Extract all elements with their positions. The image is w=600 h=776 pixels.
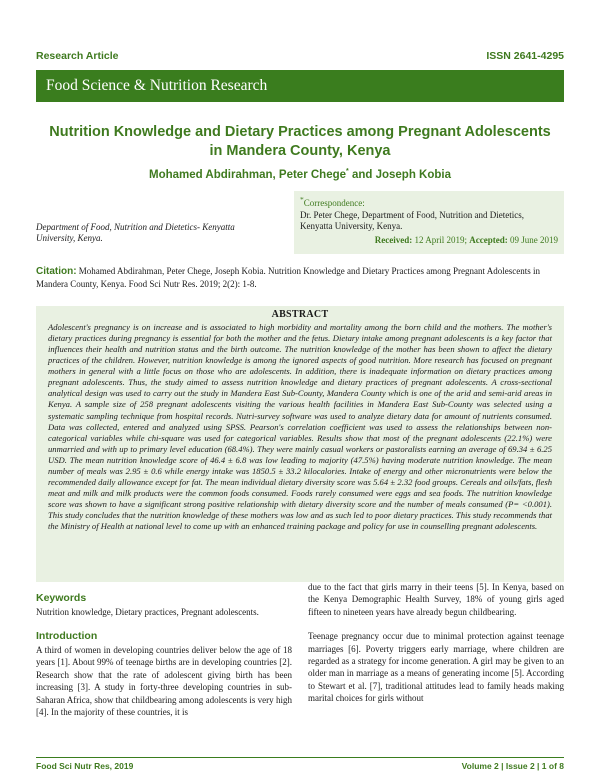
issn-label: ISSN 2641-4295 <box>486 50 564 62</box>
paper-title <box>36 123 564 161</box>
introduction-right-para-2: Teenage pregnancy occur due to minimal protection against teenage marriages [6]. Poverty triggers early marriage, where children are regarded as a strategy for income generation. A girl may be given to an older man in marriage as a means of generating income [5]. According to Stewart et al. [7], traditional attitudes lead to family heads making marital choices for girls without <box>308 631 564 704</box>
page-footer <box>36 761 564 771</box>
keywords-heading: Keywords <box>36 592 87 604</box>
introduction-right-column <box>308 581 564 705</box>
citation-text: Mohamed Abdirahman, Peter Chege, Joseph Kobia. Nutrition Knowledge and Dietary Practices among Pregnant Adolescents in Mandera County, Kenya. Food Sci Nutr Res. 2019; 2(2): 1-8. <box>36 266 540 289</box>
keywords-text: Nutrition knowledge, Dietary practices, Pregnant adolescents. <box>36 607 259 617</box>
correspondence-heading: *Correspondence: <box>300 195 365 208</box>
correspondence-line-1: Dr. Peter Chege, Department of Food, Nutrition and Dietetics, <box>300 209 524 220</box>
author-names-a: Mohamed Abdirahman, Peter Chege <box>148 168 347 181</box>
author-names-b: and Joseph Kobia <box>348 168 451 181</box>
received-label: Received: <box>374 234 413 245</box>
accepted-date: 09 June 2019 <box>510 234 558 245</box>
abstract-text: Adolescent's pregnancy is on increase and is associated to high morbidity and mortality among the born child and the mothers. The mother's dietary practices during pregnancy is essential for both the mother and the fetus. Dietary intake among pregnant adolescents is a key factor that influences their health and nutrition status and the birth outcome. The nutrition knowledge of the mother has been shown to affect the dietary practices of the children. However, nutrition knowledge is among the ignored aspects of good nutrition. More research has focused on pregnant mothers in general with a little focus on those who are adolescents. In addition, there is inadequate information on dietary practices among pregnant adolescents. Thus, the study aimed to assess nutrition knowledge and dietary practices of pregnant adolescents. A cross-sectional analytical design was used to carry out the study in Mandera East Sub-County, Mandera County which is one of the arid and semi-arid areas in Kenya. A sample size of 258 pregnant adolescents visiting the various health facilities in Mandera East Sub-County was selected using a systematic sampling technique from hospital records. Nutri-survey software was used to analyze dietary data for amount of nutrients consumed. Data was collected, entered and analyzed using SPSS. Pearson's correlation coefficient was used to assess the relationships between non-categorical variables while chi-square was used for categorical variables. Results show that most of the pregnant adolescents (22.1%) were unmarried and with up to primary level education (68.4%). They were mainly casual workers or pastoralists earning an average of 69.34 ± 6.25 USD. The mean nutrition knowledge score of 46.4 ± 6.8 was low leading to majority (47.5%) having moderate nutrition knowledge. The mean number of meals was 2.95 ± 0.6 while energy intake was 1850.5 ± 33.2 kilocalories. Intake of energy and other micronutrients were below the recommended daily allowance except for fat. The mean individual dietary diversity score was 5.64 ± 2.32 food groups. Cereals and oils/fats, flesh meat and milk and milk products were the common foods consumed. Foods rarely consumed were eggs and sea foods. The nutrition knowledge score was shown to have a significant strong positive relationship with dietary diversity score and the number of meals consumed (P= <0.001). This study concludes that the nutrition knowledge of these mothers was low and as such led to poor dietary practices. This study recommends that the Ministry of Health at national level to come up with an enhanced training package and policy for use in counselling pregnant adolescents. <box>48 322 552 532</box>
keywords-section <box>36 592 292 618</box>
article-type-label: Research Article <box>36 50 119 62</box>
correspondence-line-2: Kenyatta University, Kenya. <box>300 221 403 231</box>
footer-journal-ref: Food Sci Nutr Res, 2019 <box>36 761 134 771</box>
journal-header-row <box>36 50 564 64</box>
introduction-section <box>36 630 292 718</box>
introduction-right-para-1: due to the fact that girls marry in their teens [5]. In Kenya, based on the Kenya Demographic Health Survey, 18% of young girls aged fifteen to nineteen years have already begun childbearing. <box>308 582 564 617</box>
citation-block <box>36 265 564 290</box>
introduction-heading: Introduction <box>36 630 98 642</box>
paper-title-line-2: in Mandera County, Kenya <box>209 143 391 159</box>
corresponding-author-mark: * <box>346 168 349 175</box>
journal-name: Food Science & Nutrition Research <box>46 77 268 94</box>
journal-banner <box>36 70 564 102</box>
submission-dates <box>300 235 558 247</box>
introduction-left-text: A third of women in developing countries deliver below the age of 18 years [1]. About 99% of teenage births are in developing countries [2]. Research show that the rate of adolescent giving birth has been increasing [3]. A study in forty-three developing countries in sub-Saharan Africa, show that childbearing among adolescents is very high [4]. In the majority of these countries, it is <box>36 645 292 718</box>
abstract-heading: ABSTRACT <box>271 309 329 320</box>
citation-label: Citation: <box>36 266 77 277</box>
received-date: 12 April 2019; <box>414 234 468 245</box>
paper-title-line-1: Nutrition Knowledge and Dietary Practices among Pregnant Adolescents <box>49 124 551 140</box>
abstract-box <box>36 306 564 582</box>
footer-rule <box>36 757 564 758</box>
author-list <box>36 168 564 181</box>
author-affiliation: Department of Food, Nutrition and Dietetics- Kenyatta University, Kenya. <box>36 222 235 243</box>
accepted-label: Accepted: <box>469 234 508 245</box>
footer-page-info: Volume 2 | Issue 2 | 1 of 8 <box>461 761 564 771</box>
correspondence-box <box>294 191 564 254</box>
